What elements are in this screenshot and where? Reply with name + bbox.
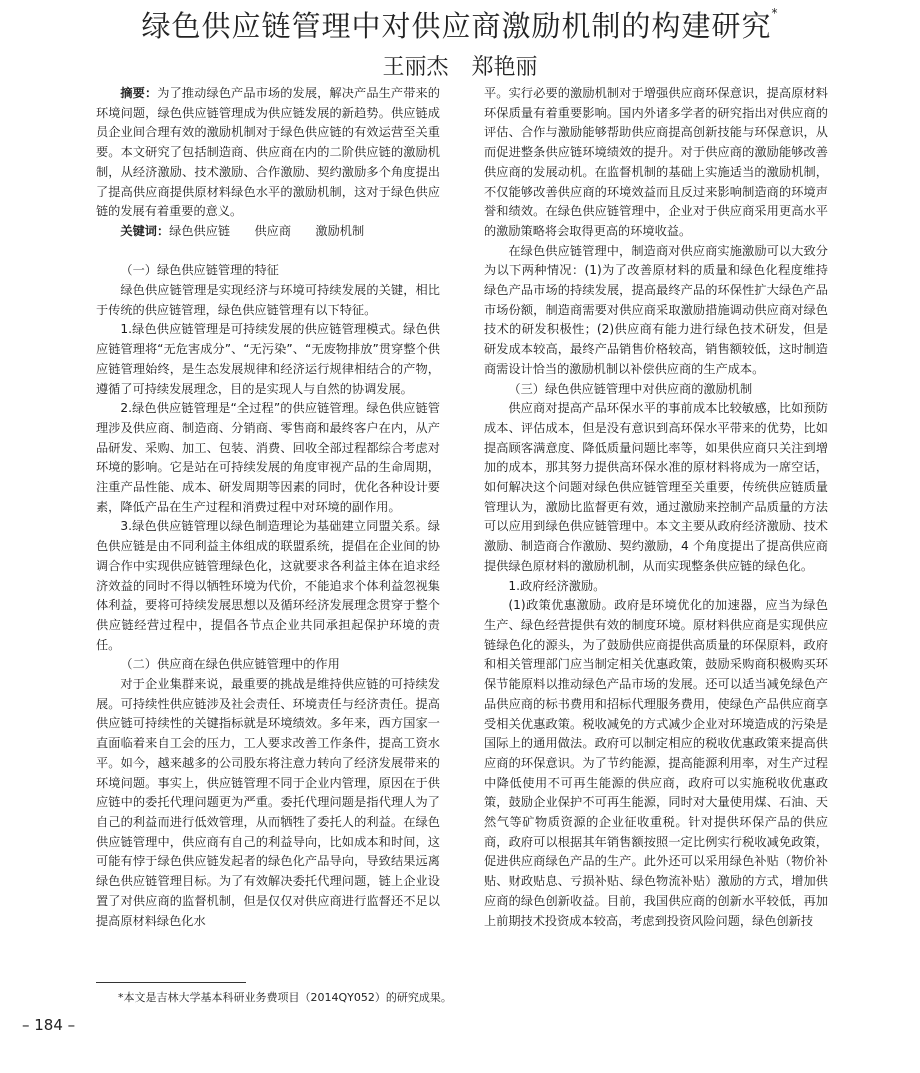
right-column [484, 84, 828, 931]
abstract-label: 摘要： [120, 86, 158, 100]
section-heading-2: （二）供应商在绿色供应链管理中的作用 [120, 657, 340, 672]
title-footnote-mark: * [771, 6, 779, 20]
footnote: *本文是吉林大学基本科研业务费项目（2014QY052）的研究成果。 [118, 991, 452, 1004]
author-line [0, 50, 920, 81]
footnote-divider [96, 982, 246, 983]
abstract [96, 84, 440, 222]
paragraph: 2.绿色供应链管理是“全过程”的供应链管理。绿色供应链管理涉及供应商、制造商、分销商、零售商和最终客户在内，从产品研发、采购、加工、包装、消费、回收全部过程都综合考虑对环境的影响。它是站在可持续发展的角度审视产品的生命周期，注重产品性能、成本、研发周期等因素的同时，优化各种设计要素，降低产品在生产过程和消费过程中对环境的副作用。 [96, 401, 440, 514]
keywords-text: 绿色供应链 供应商 激励机制 [169, 223, 365, 238]
section-heading-1: （一）绿色供应链管理的特征 [120, 263, 279, 278]
spacer [96, 242, 440, 262]
author-2: 郑艳丽 [471, 55, 538, 80]
paragraph: 绿色供应链管理是实现经济与环境可持续发展的关键，相比于传统的供应链管理，绿色供应链管理有以下特征。 [96, 283, 440, 317]
paragraph: 对于企业集群来说，最重要的挑战是维持供应链的可持续发展。可持续性供应链涉及社会责任、环境责任与经济责任。提高供应链可持续性的关键指标就是环境绩效。多年来，西方国家一直面临着来自工会的压力，工人要求改善工作条件，提高工资水平。如今，越来越多的公司股东将注意力转向了经济发展带来的环境问题。事实上，供应链管理不同于企业内管理，原因在于供应链中的委托代理问题更为严重。委托代理问题是指代理人为了自己的利益而进行低效管理，从而牺牲了委托人的利益。在绿色供应链管理中，供应商有自己的利益导向，比如成本和时间，这可能有悖于绿色供应链发起者的绿色化产品导向，导致结果远离绿色供应链管理目标。为了有效解决委托代理问题，链上企业设置了对供应商的监督机制，但是仅仅对供应商进行监督还不足以提高原材料绿色化水 [96, 677, 440, 928]
paragraph: 供应商对提高产品环保水平的事前成本比较敏感，比如预防成本、评估成本，但是没有意识到高环保水平带来的优势，比如提高顾客满意度、降低质量问题比率等，如果供应商只关注到增加的成本，那其努力提供高环保水准的原材料将成为一席空话，如何解决这个问题对绿色供应链管理至关重要，传统供应链质量管理认为，激励比监督更有效，通过激励来控制产品质量的方法可以应用到绿色供应链管理中。本文主要从政府经济激励、技术激励、制造商合作激励、契约激励，4 个角度提出了提高供应商提供绿色原材料的激励机制，从而实现整条供应链的绿色化。 [484, 401, 828, 573]
paper-title [0, 4, 920, 45]
abstract-text: 为了推动绿色产品市场的发展，解决产品生产带来的环境问题，绿色供应链管理成为供应链发展的新趋势。供应链成员企业间合理有效的激励机制对于绿色供应链的有效运营至关重要。本文研究了包括制造商、供应商在内的二阶供应链的激励机制，从经济激励、技术激励、合作激励、契约激励多个角度提出了提高供应商提供原材料绿色水平的激励机制，这对于绿色供应链的发展有着重要的意义。 [96, 86, 440, 219]
page-number: – 184 – [22, 1016, 76, 1034]
paragraph: 1.绿色供应链管理是可持续发展的供应链管理模式。绿色供应链管理将“无危害成分”、“无污染”、“无废物排放”贯穿整个供应链管理始终，是生态发展规律和经济运行规律相结合的产物，遵循了可持续发展理念，目的是实现人与自然的协调发展。 [96, 322, 440, 396]
paragraph: 3.绿色供应链管理以绿色制造理论为基础建立同盟关系。绿色供应链是由不同利益主体组成的联盟系统，提倡在企业间的协调合作中实现供应链管理绿色化，这就要求各利益主体在追求经济效益的同时不得以牺牲环境为代价，不能追求个体利益忽视集体利益，要将可持续发展思想以及循环经济发展理念贯穿于整个供应链经营过程中，提倡各节点企业共同承担起保护环境的责任。 [96, 519, 440, 652]
keywords-label: 关键词： [120, 223, 170, 238]
paragraph: (1)政策优惠激励。政府是环境优化的加速器，应当为绿色生产、绿色经营提供有效的制度环境。原材料供应商是实现供应链绿色化的源头，为了鼓励供应商提供高质量的环保原料，政府和相关管理部门应当制定相关优惠政策，鼓励采购商积极购买环保节能原料以推动绿色产品市场的发展。还可以适当减免绿色产品供应商的标书费用和招标代理服务费用，使绿色产品供应商享受相关优惠政策。税收减免的方式减少企业对环境造成的污染是国际上的通用做法。政府可以制定相应的税收优惠政策来提高供应商的环保意识。为了节约能源，提高能源利用率，对生产过程中降低使用不可再生能源的供应商，政府可以实施税收优惠政策，鼓励企业保护不可再生能源，同时对大量使用煤、石油、天然气等矿物质资源的企业征收重税。针对提供环保产品的供应商，政府可以根据其年销售额按照一定比例实行税收减免政策，促进供应商绿色产品的生产。此外还可以采用绿色补贴（物价补贴、财政贴息、亏损补贴、绿色物流补贴）激励的方式，增加供应商的绿色创新收益。目前，我国供应商的创新水平较低，再加上前期技术投资成本较高，考虑到投资风险问题，绿色创新技 [484, 598, 828, 928]
left-column [96, 84, 440, 931]
paragraph: 在绿色供应链管理中，制造商对供应商实施激励可以大致分为以下两种情况：(1)为了改善原材料的质量和绿色化程度维持绿色产品市场的持续发展，提高最终产品的环保性扩大绿色产品市场份额，制造商需要对供应商采取激励措施调动供应商对绿色技术的研发积极性；(2)供应商有能力进行绿色技术研发，但是研发成本较高，最终产品销售价格较高，销售额较低，这时制造商需设计恰当的激励机制以补偿供应商的生产成本。 [484, 243, 828, 376]
keywords [96, 222, 440, 242]
section-heading-3: （三）绿色供应链管理中对供应商的激励机制 [508, 381, 753, 396]
paragraph: 平。实行必要的激励机制对于增强供应商环保意识，提高原材料环保质量有着重要影响。国内外诸多学者的研究指出对供应商的评估、合作与激励能够帮助供应商提高创新技能与环保意识，从而促进整条供应链环境绩效的提升。对于供应商的激励能够改善供应商的发展动机。在监督机制的基础上实施适当的激励机制，不仅能够改善供应商的环境效益而且反过来影响制造商的环境声誉和绩效。在绿色供应链管理中，企业对于供应商采用更高水平的激励策略将会取得更高的环境收益。 [484, 86, 828, 238]
paper-title-text: 绿色供应链管理中对供应商激励机制的构建研究 [141, 9, 772, 43]
subsection-heading: 1.政府经济激励。 [508, 578, 606, 593]
author-1: 王丽杰 [382, 55, 449, 80]
